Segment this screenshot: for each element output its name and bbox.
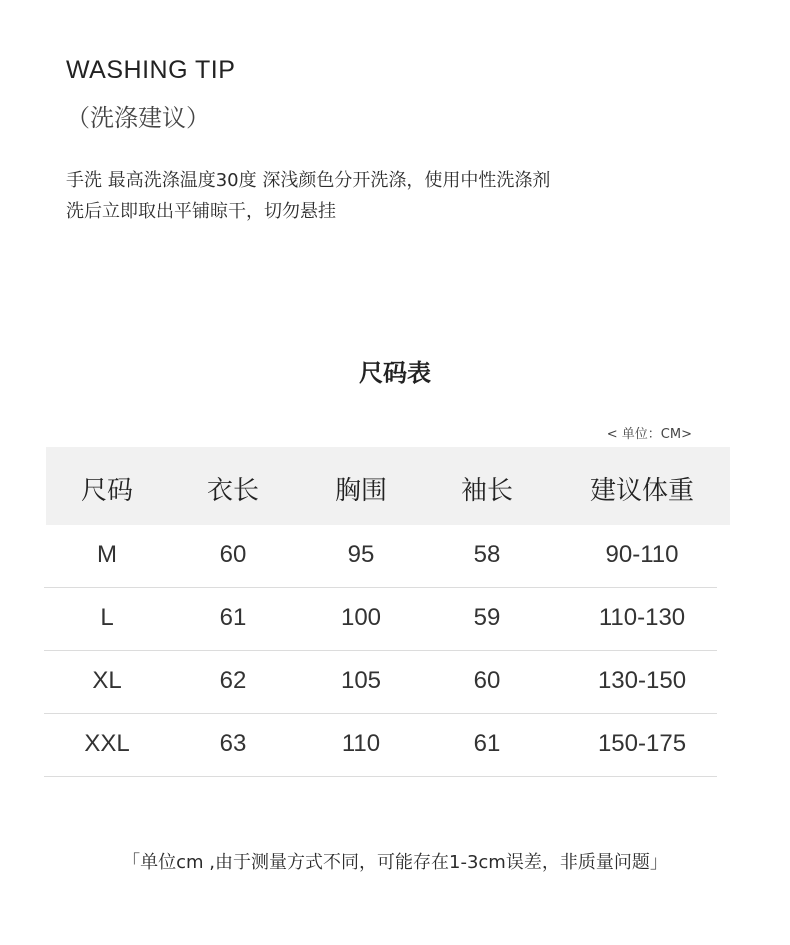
header-chest: 胸围 [334, 476, 388, 506]
header-sleeve: 袖长 [460, 476, 514, 506]
unit-note: < 单位：CM> [606, 427, 692, 442]
cell-sleeve: 60 [473, 667, 501, 694]
table-row [44, 588, 717, 651]
table-row [44, 651, 717, 714]
cell-sleeve: 58 [473, 541, 501, 568]
washing-tip-subtitle: （洗涤建议） [66, 104, 210, 132]
cell-weight: 150-175 [597, 730, 687, 757]
table-row [44, 714, 717, 777]
measurement-disclaimer: 「单位cm ,由于测量方式不同，可能存在1-3cm误差，非质量问题」 [122, 852, 668, 873]
washing-tip-title: WASHING TIP [66, 56, 236, 84]
cell-size: XXL [84, 730, 130, 757]
washing-instruction-line: 洗后立即取出平铺晾干，切勿悬挂 [66, 201, 336, 222]
header-size: 尺码 [80, 476, 134, 506]
header-length: 衣长 [206, 476, 260, 506]
cell-weight: 90-110 [605, 541, 679, 568]
cell-chest: 100 [340, 604, 382, 631]
cell-size: L [100, 604, 114, 631]
cell-length: 63 [219, 730, 247, 757]
header-weight: 建议体重 [589, 476, 695, 506]
cell-chest: 105 [340, 667, 382, 694]
cell-size: XL [92, 667, 122, 694]
cell-length: 60 [219, 541, 247, 568]
table-row [44, 525, 717, 588]
cell-size: M [97, 541, 117, 568]
size-table-title: 尺码表 [359, 359, 431, 387]
washing-instruction-line: 手洗 最高洗涤温度30度 深浅颜色分开洗涤，使用中性洗涤剂 [66, 170, 551, 191]
cell-weight: 110-130 [598, 604, 686, 631]
cell-chest: 110 [341, 730, 381, 757]
cell-chest: 95 [347, 541, 375, 568]
cell-sleeve: 61 [473, 730, 501, 757]
size-table-header [46, 447, 730, 525]
cell-sleeve: 59 [473, 604, 501, 631]
cell-weight: 130-150 [597, 667, 687, 694]
cell-length: 61 [219, 604, 247, 631]
cell-length: 62 [219, 667, 247, 694]
